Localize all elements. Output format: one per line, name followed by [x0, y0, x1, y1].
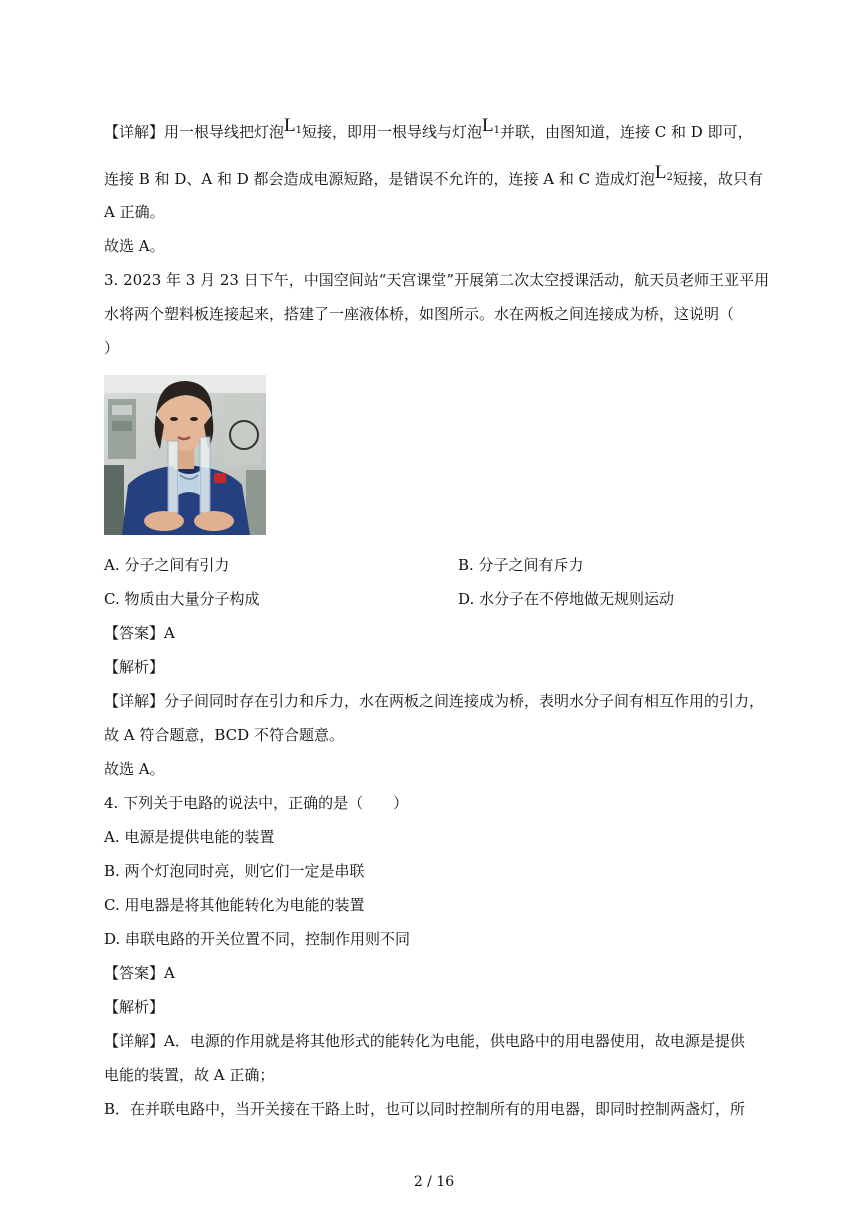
symbol-l: L — [482, 115, 494, 136]
q3-option-c: C. 物质由大量分子构成 — [104, 590, 260, 608]
page-number: 2 / 16 — [413, 1174, 455, 1190]
q4-stem: 4. 下列关于电路的说法中，正确的是（ ） — [104, 794, 409, 812]
q4-option-b: B. 两个灯泡同时亮，则它们一定是串联 — [104, 862, 365, 880]
q4-analysis-heading: 【解析】 — [104, 998, 165, 1016]
q2-detail-text: 【详解】用一根导线把灯泡 — [104, 123, 285, 141]
q3-analysis-heading: 【解析】 — [104, 658, 165, 676]
liquid-bridge-photo — [104, 375, 266, 535]
q2-detail-text: 并联，由图知道，连接 C 和 D 即可， — [500, 123, 753, 141]
q2-detail-line-2 — [104, 162, 763, 192]
q3-choose: 故选 A。 — [104, 760, 165, 778]
q4-detail-line-1: 【详解】A．电源的作用就是将其他形式的能转化为电能，供电路中的用电器使用，故电源是提供 — [104, 1032, 745, 1050]
q3-option-d: D. 水分子在不停地做无规则运动 — [458, 590, 675, 608]
q4-option-c: C. 用电器是将其他能转化为电能的装置 — [104, 896, 365, 914]
q2-detail-text: 连接 B 和 D、A 和 D 都会造成电源短路，是错误不允许的，连接 A 和 C 造成灯泡 — [104, 170, 655, 188]
q3-detail-line-1: 【详解】分子间同时存在引力和斥力，水在两板之间连接成为桥，表明水分子间有相互作用的引力， — [104, 692, 765, 710]
q2-detail-line-1 — [104, 115, 753, 145]
q4-option-d: D. 串联电路的开关位置不同，控制作用则不同 — [104, 930, 411, 948]
q2-detail-line-3: A 正确。 — [104, 203, 165, 221]
q2-detail-text: 短接，即用一根导线与灯泡 — [302, 123, 483, 141]
q4-answer: 【答案】A — [104, 964, 175, 982]
q4-detail-line-3: B．在并联电路中，当开关接在干路上时，也可以同时控制所有的用电器，即同时控制两盏灯，所 — [104, 1100, 746, 1118]
q3-detail-line-2: 故 A 符合题意，BCD 不符合题意。 — [104, 726, 344, 744]
q4-option-a: A. 电源是提供电能的装置 — [104, 828, 275, 846]
q3-stem-line-2: 水将两个塑料板连接起来，搭建了一座液体桥，如图所示。水在两板之间连接成为桥，这说明（ — [104, 305, 735, 323]
q3-stem-line-1: 3. 2023 年 3 月 23 日下午，中国空间站“天宫课堂”开展第二次太空授课活动，航天员老师王亚平用 — [104, 271, 770, 289]
q3-stem-line-3: ） — [104, 339, 120, 357]
subscript: 2 — [666, 172, 673, 183]
q3-answer: 【答案】A — [104, 624, 175, 642]
q3-option-b: B. 分子之间有斥力 — [458, 556, 584, 574]
symbol-l: L — [284, 115, 296, 136]
q4-detail-line-2: 电能的装置，故 A 正确； — [104, 1066, 275, 1084]
subscript: 1 — [493, 125, 500, 136]
q2-choose: 故选 A。 — [104, 237, 165, 255]
symbol-l: L — [654, 162, 667, 183]
subscript: 1 — [295, 125, 302, 136]
q3-option-a: A. 分子之间有引力 — [104, 556, 230, 574]
q2-detail-text: 短接，故只有 — [672, 170, 763, 188]
